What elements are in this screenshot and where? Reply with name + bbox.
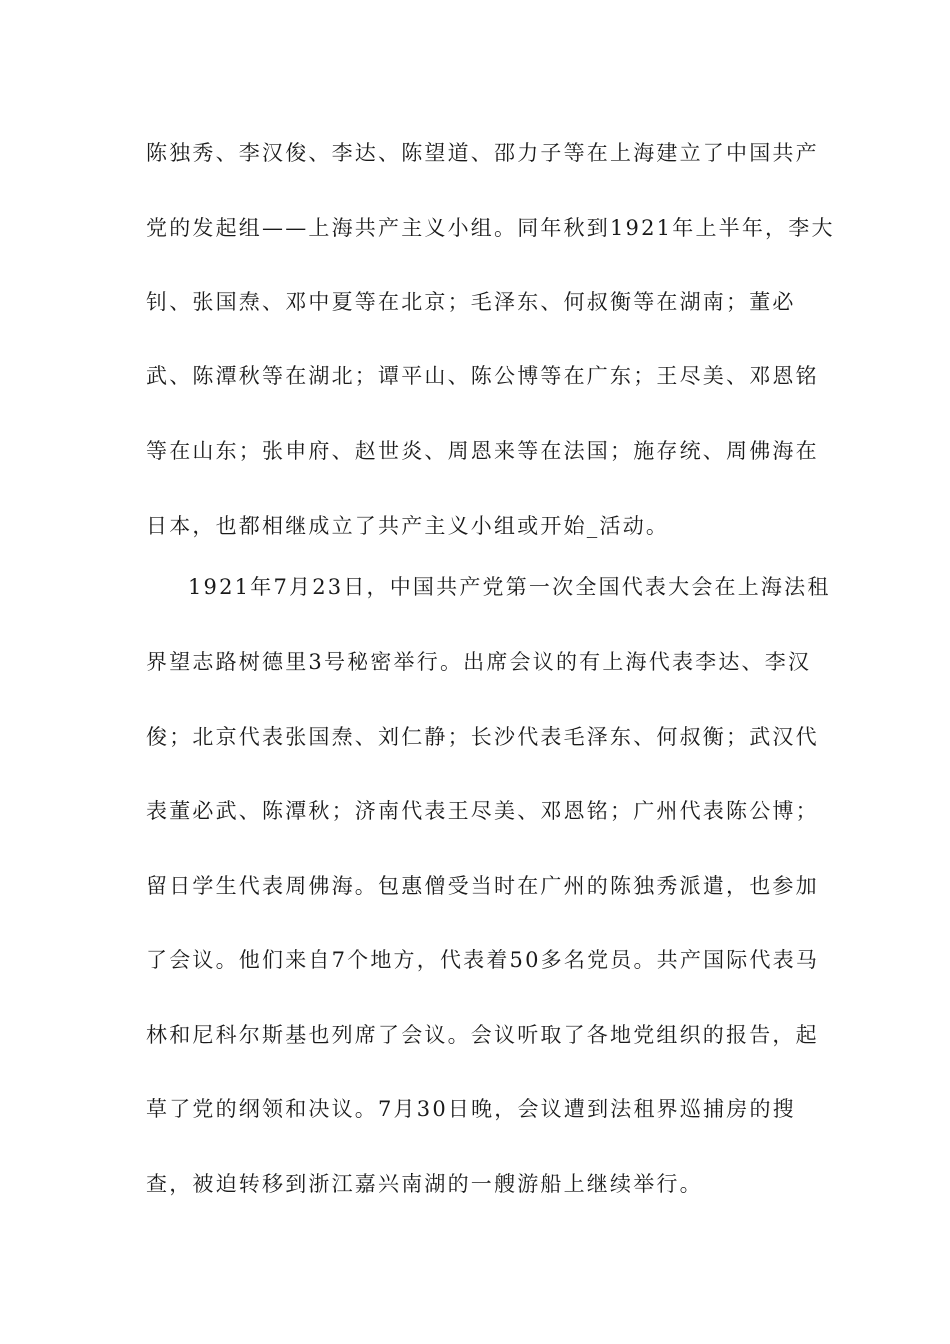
text-line: 陈独秀、李汉俊、李达、陈望道、邵力子等在上海建立了中国共产 <box>146 141 819 165</box>
text-line: 日本，也都相继成立了共产主义小组或开始_活动。 <box>146 514 670 538</box>
text-line: 草了党的纲领和决议。7月30日晚，会议遭到法租界巡捕房的搜 <box>146 1097 796 1121</box>
text-line: 俊；北京代表张国焘、刘仁静；长沙代表毛泽东、何叔衡；武汉代 <box>146 725 819 749</box>
text-line: 钊、张国焘、邓中夏等在北京；毛泽东、何叔衡等在湖南；董必 <box>146 290 796 314</box>
text-line: 界望志路树德里3号秘密举行。出席会议的有上海代表李达、李汉 <box>146 650 812 674</box>
text-line: 林和尼科尔斯基也列席了会议。会议听取了各地党组织的报告，起 <box>146 1023 819 1047</box>
text-line: 查，被迫转移到浙江嘉兴南湖的一艘游船上继续举行。 <box>146 1172 703 1196</box>
text-line: 党的发起组——上海共产主义小组。同年秋到1921年上半年，李大 <box>146 216 835 240</box>
paragraph-first-line: 1921年7月23日，中国共产党第一次全国代表大会在上海法租 <box>188 575 831 599</box>
text-line: 表董必武、陈潭秋；济南代表王尽美、邓恩铭；广州代表陈公博； <box>146 799 819 823</box>
text-line: 留日学生代表周佛海。包惠僧受当时在广州的陈独秀派遣，也参加 <box>146 874 819 898</box>
text-line: 了会议。他们来自7个地方，代表着50多名党员。共产国际代表马 <box>146 948 820 972</box>
text-line: 等在山东；张申府、赵世炎、周恩来等在法国；施存统、周佛海在 <box>146 439 819 463</box>
text-line: 武、陈潭秋等在湖北；谭平山、陈公博等在广东；王尽美、邓恩铭 <box>146 364 819 388</box>
